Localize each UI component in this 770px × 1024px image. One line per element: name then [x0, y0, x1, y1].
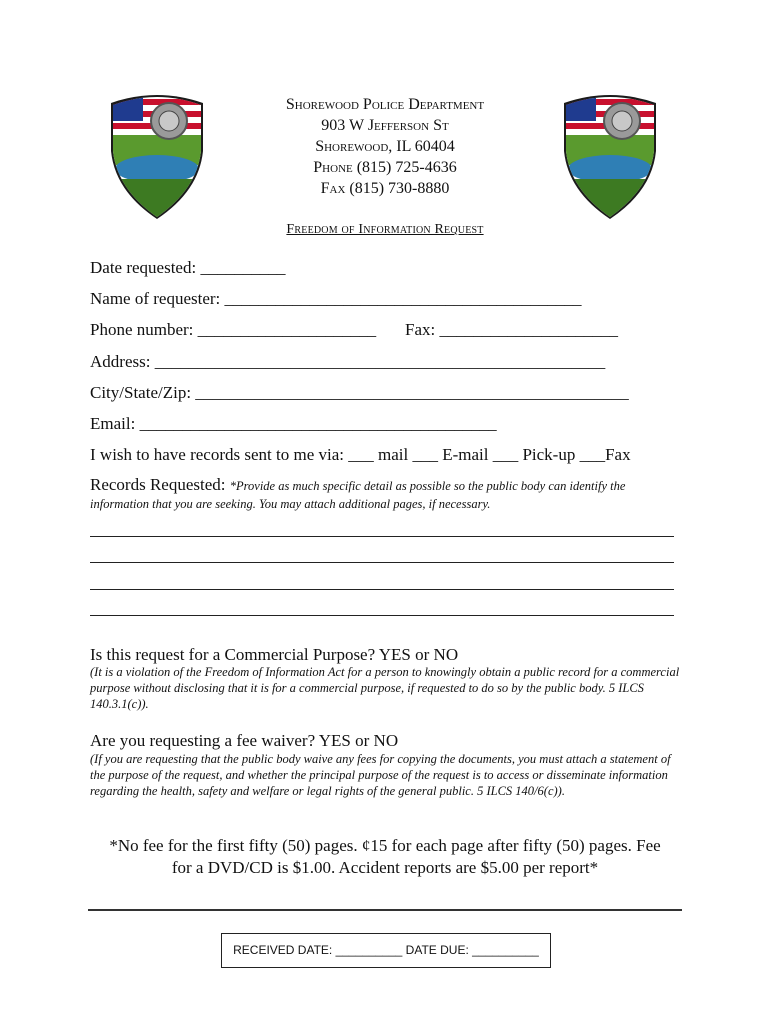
- fax-number: Fax (815) 730-8880: [320, 180, 450, 197]
- form-title: Freedom of Information Request: [286, 222, 484, 237]
- divider: [88, 909, 682, 911]
- records-requested-block: [90, 476, 690, 513]
- city-address: Shorewood, IL 60404: [315, 138, 455, 155]
- delivery-method-field[interactable]: I wish to have records sent to me via: ___ mail ___ E-mail ___ Pick-up ___Fax: [90, 445, 631, 464]
- email-field[interactable]: Email: __________________________________________: [90, 414, 497, 433]
- address-field[interactable]: Address: _____________________________________________________: [90, 352, 606, 371]
- commercial-purpose-note: (It is a violation of the Freedom of Information Act for a person to knowingly obtain a public record for a commercial purpose without disclosing that it is for a commercial purpose, if requested to do so by the public body. 5 ILCS 140.3.1(c)).: [90, 665, 680, 711]
- records-requested-label: Records Requested:: [90, 475, 230, 494]
- records-line-3[interactable]: [90, 589, 674, 590]
- phone-number: Phone (815) 725-4636: [313, 159, 457, 176]
- records-line-4[interactable]: [90, 615, 674, 616]
- records-note-line2: information that you are seeking. You may attach additional pages, if necessary.: [90, 497, 491, 511]
- fee-waiver-question[interactable]: Are you requesting a fee waiver? YES or NO: [90, 731, 399, 750]
- fax-field[interactable]: Fax: _____________________: [405, 320, 618, 339]
- date-requested-field[interactable]: Date requested: __________: [90, 258, 286, 277]
- requester-name-field[interactable]: Name of requester: __________________________________________: [90, 289, 582, 308]
- phone-field[interactable]: Phone number: _____________________: [90, 320, 377, 339]
- records-line-1[interactable]: [90, 536, 674, 537]
- fee-info-line2: for a DVD/CD is $1.00. Accident reports are $5.00 per report*: [171, 858, 599, 877]
- letterhead: [0, 94, 770, 199]
- fee-waiver-note: (If you are requesting that the public body waive any fees for copying the documents, you must attach a statement of the purpose of the request, and whether the principal purpose of the request is to access or disseminate information regarding the health, safety and welfare or legal rights of the general public. 5 ILCS 140/6(c)).: [90, 752, 671, 798]
- records-line-2[interactable]: [90, 562, 674, 563]
- street-address: 903 W Jefferson St: [321, 117, 449, 134]
- department-name: Shorewood Police Department: [285, 96, 485, 113]
- records-note-line1: *Provide as much specific detail as possible so the public body can identify the: [229, 479, 626, 493]
- city-state-zip-field[interactable]: City/State/Zip: ___________________________________________________: [90, 383, 629, 402]
- commercial-purpose-question[interactable]: Is this request for a Commercial Purpose? YES or NO: [90, 645, 459, 664]
- received-date-box: RECEIVED DATE: __________ DATE DUE: __________: [221, 933, 551, 968]
- fee-info-line1: *No fee for the first fifty (50) pages. ¢15 for each page after fifty (50) pages. Fee: [109, 836, 661, 855]
